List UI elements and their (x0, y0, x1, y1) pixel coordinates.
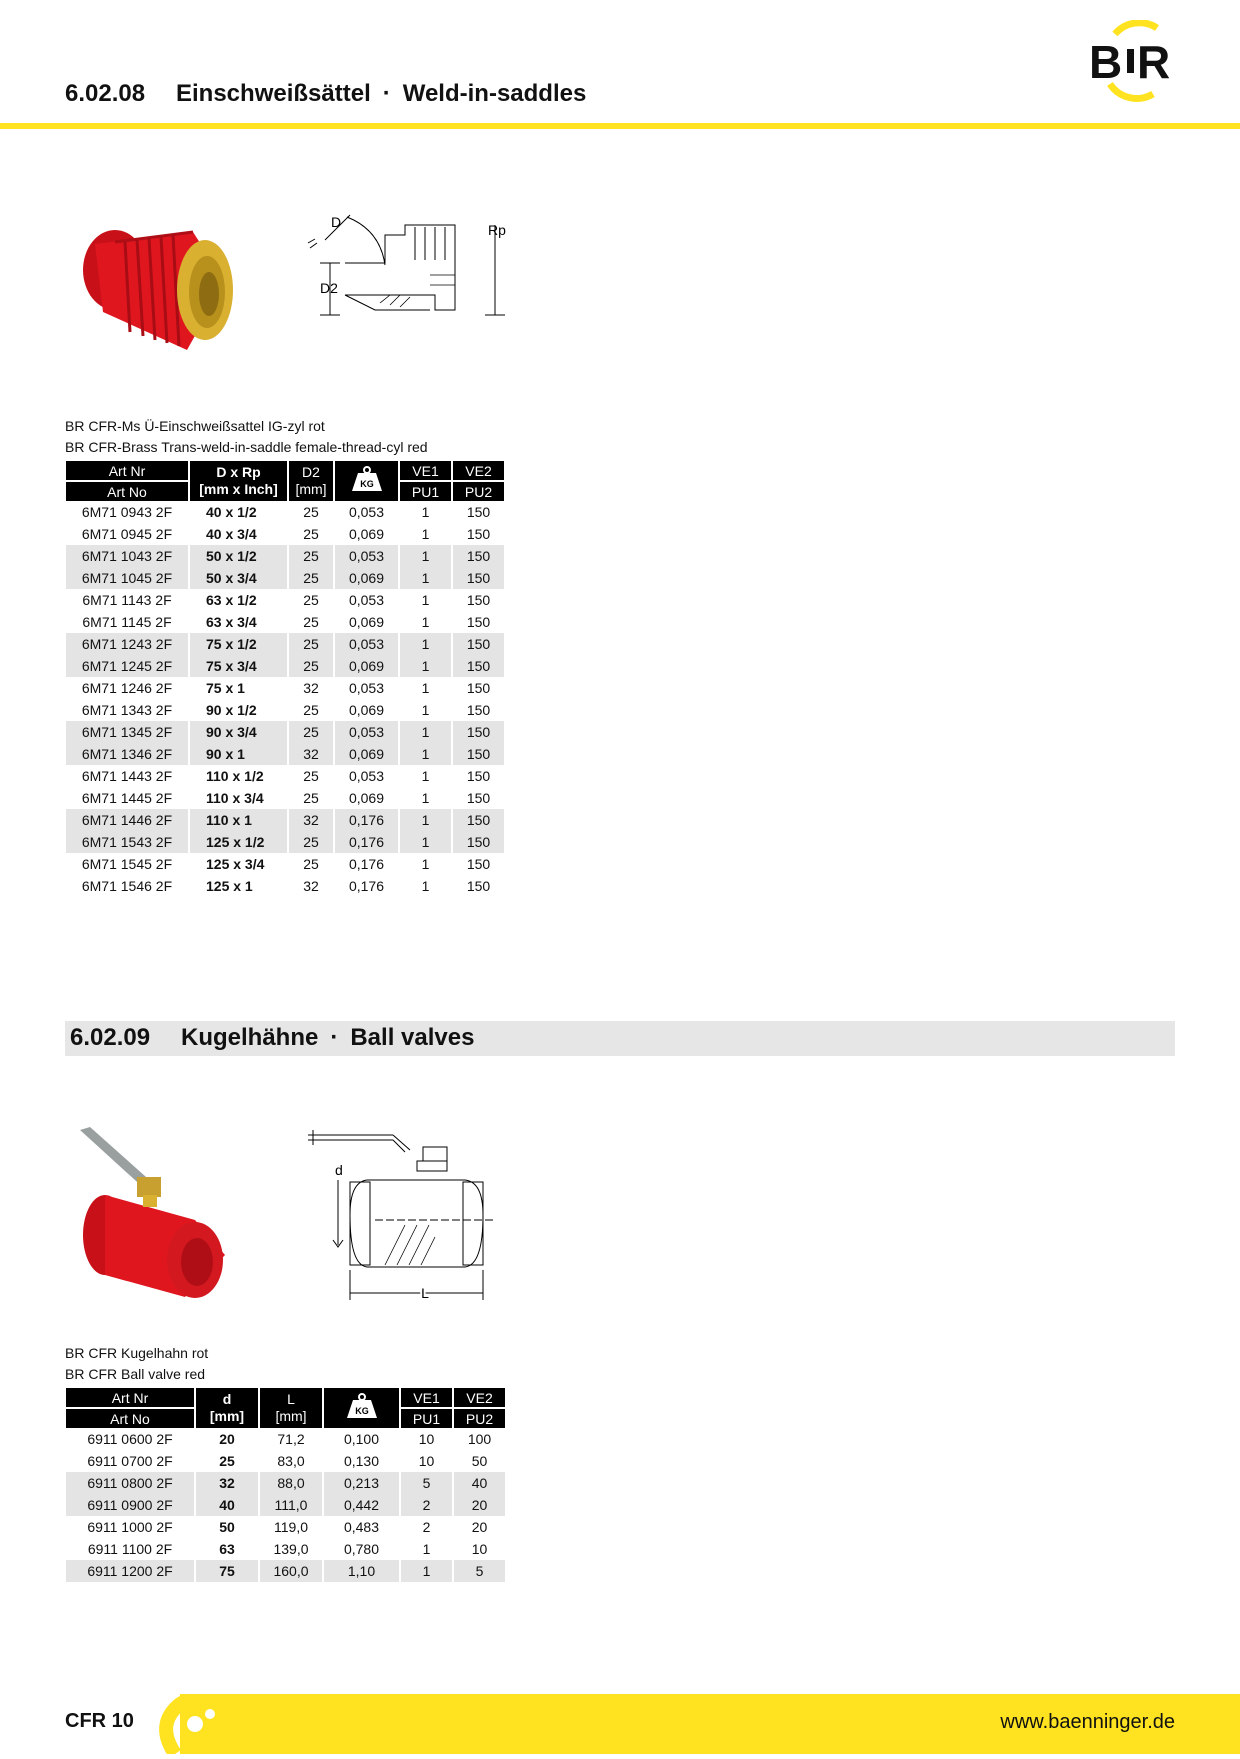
section-title-weld-in-saddles (65, 80, 586, 108)
svg-text:KG: KG (354, 1406, 369, 1416)
cell-ve2: 20 (454, 1494, 505, 1516)
cell-d2: 25 (289, 831, 333, 853)
cell-kg: 0,053 (335, 545, 398, 567)
cell-ve1: 1 (421, 856, 430, 872)
valve-caption (65, 1343, 208, 1385)
table-row (66, 809, 504, 831)
cell-art: 6M71 1346 2F (66, 743, 188, 765)
cell-art: 6M71 1443 2F (81, 768, 173, 784)
cell-ve2: 150 (466, 878, 491, 894)
cell-ve2: 150 (453, 655, 504, 677)
table-row (66, 853, 504, 875)
cell-dim: 75 x 1/2 (190, 633, 287, 655)
page-label: CFR 10 (65, 1710, 134, 1732)
col-art-nr: Art Nr (66, 461, 188, 482)
cell-kg: 0,053 (335, 633, 398, 655)
table-row (66, 1494, 505, 1516)
cell-ve1: 1 (421, 768, 430, 784)
cell-dim: 50 x 1/2 (190, 545, 287, 567)
valve-product-photo (75, 1125, 235, 1300)
table-row (66, 875, 504, 897)
cell-kg: 0,780 (343, 1541, 380, 1557)
cell-art: 6M71 1043 2F (66, 545, 188, 567)
cell-d: 63 (219, 1541, 235, 1557)
cell-dim: 40 x 3/4 (206, 526, 257, 542)
cell-art: 6911 0600 2F (87, 1431, 173, 1447)
table-row (66, 1538, 505, 1560)
title-en: Ball valves (350, 1024, 475, 1051)
company-logo (1085, 20, 1180, 105)
cell-kg: 0,069 (348, 790, 385, 806)
cell-d2: 25 (303, 526, 319, 542)
cell-kg: 0,100 (343, 1431, 380, 1447)
cell-art: 6M71 1543 2F (66, 831, 188, 853)
title-de: Kugelhähne (181, 1024, 319, 1051)
cell-ve2: 150 (453, 743, 504, 765)
cell-art: 6911 1100 2F (87, 1541, 173, 1557)
col-pu2: PU2 (453, 482, 504, 501)
cell-dim: 50 x 3/4 (190, 567, 287, 589)
cell-art: 6M71 0943 2F (81, 504, 173, 520)
saddle-technical-drawing (305, 205, 515, 335)
cell-dim: 63 x 1/2 (206, 592, 257, 608)
cell-dim: 125 x 1 (206, 878, 253, 894)
cell-d2: 32 (303, 878, 319, 894)
cell-dim: 90 x 1/2 (206, 702, 257, 718)
cell-d2: 32 (289, 809, 333, 831)
cell-ve1: 10 (418, 1453, 435, 1469)
table-row (66, 633, 504, 655)
cell-art: 6M71 1143 2F (82, 592, 172, 608)
cell-ve1: 10 (418, 1431, 435, 1447)
cell-ve1: 1 (422, 1541, 431, 1557)
cell-l: 119,0 (274, 1519, 308, 1535)
table-row (66, 545, 504, 567)
cell-kg: 0,069 (335, 567, 398, 589)
weight-kg-icon (335, 461, 398, 501)
cell-dim: 90 x 3/4 (190, 721, 287, 743)
cell-dim: 40 x 1/2 (206, 504, 257, 520)
cell-ve2: 5 (454, 1560, 505, 1582)
cell-kg: 0,053 (335, 721, 398, 743)
cell-kg: 0,213 (324, 1472, 399, 1494)
cell-d: 75 (196, 1560, 258, 1582)
cell-ve1: 1 (400, 743, 451, 765)
cell-ve2: 150 (466, 504, 491, 520)
col-dim: D x Rp [mm x Inch] (190, 461, 287, 501)
cell-d: 32 (196, 1472, 258, 1494)
cell-ve2: 150 (466, 680, 491, 696)
cell-ve2: 50 (471, 1453, 488, 1469)
caption-de: BR CFR-Ms Ü-Einschweißsattel IG-zyl rot (65, 418, 325, 434)
cell-d2: 25 (289, 633, 333, 655)
cell-ve1: 1 (400, 545, 451, 567)
cell-art: 6M71 1245 2F (66, 655, 188, 677)
cell-d2: 25 (303, 614, 319, 630)
cell-kg: 0,069 (348, 614, 385, 630)
drawing-label-l: L (421, 1285, 429, 1301)
table-row (66, 787, 504, 809)
cell-l: 111,0 (260, 1494, 322, 1516)
cell-art: 6M71 1243 2F (66, 633, 188, 655)
cell-kg: 0,442 (324, 1494, 399, 1516)
valve-technical-drawing (305, 1125, 505, 1305)
table-row (66, 1450, 505, 1472)
cell-ve1: 1 (400, 721, 451, 743)
cell-dim: 110 x 1/2 (206, 768, 264, 784)
cell-d: 40 (196, 1494, 258, 1516)
cell-d2: 25 (289, 567, 333, 589)
cell-ve1: 1 (400, 655, 451, 677)
cell-ve1: 1 (421, 526, 430, 542)
cell-ve2: 10 (471, 1541, 488, 1557)
cell-ve2: 150 (453, 809, 504, 831)
cell-kg: 0,483 (343, 1519, 380, 1535)
cell-dim: 75 x 3/4 (190, 655, 287, 677)
cell-kg: 0,176 (335, 809, 398, 831)
caption-de: BR CFR Kugelhahn rot (65, 1345, 209, 1361)
section-number: 6.02.09 (70, 1024, 151, 1051)
cell-kg: 0,069 (348, 526, 385, 542)
cell-art: 6M71 1343 2F (81, 702, 173, 718)
cell-d2: 25 (303, 702, 319, 718)
caption-en: BR CFR Ball valve red (65, 1366, 206, 1382)
cell-ve1: 1 (400, 809, 451, 831)
cell-dim: 125 x 3/4 (206, 856, 265, 872)
cell-l: 71,2 (277, 1431, 305, 1447)
cell-dim: 125 x 1/2 (190, 831, 287, 853)
weight-kg-icon (324, 1388, 399, 1428)
caption-en: BR CFR-Brass Trans-weld-in-saddle female-thread-cyl red (65, 439, 428, 455)
col-art-no: Art No (66, 482, 188, 501)
section-title-ball-valves (70, 1024, 474, 1052)
table-row (66, 1428, 505, 1450)
cell-ve1: 1 (421, 592, 430, 608)
table-row (66, 1560, 505, 1582)
cell-art: 6M71 1246 2F (81, 680, 173, 696)
title-separator: · (330, 1024, 339, 1051)
col-l: L [mm] (260, 1388, 322, 1428)
svg-text:R: R (1137, 36, 1171, 88)
cell-l: 88,0 (260, 1472, 322, 1494)
section-number: 6.02.08 (65, 80, 146, 107)
cell-ve2: 100 (467, 1431, 492, 1447)
table-row (66, 1472, 505, 1494)
saddle-product-photo (75, 212, 235, 352)
table-row (66, 831, 504, 853)
drawing-label-d: d (335, 1162, 343, 1178)
cell-art: 6911 0700 2F (87, 1453, 173, 1469)
table-row (66, 501, 504, 523)
table-row (66, 677, 504, 699)
cell-ve2: 150 (466, 768, 491, 784)
drawing-label-d2: D2 (320, 280, 338, 296)
table-row (66, 589, 504, 611)
title-separator: · (382, 80, 391, 107)
cell-art: 6911 1200 2F (66, 1560, 194, 1582)
col-ve1: VE1 (400, 461, 451, 482)
cell-ve2: 150 (466, 526, 491, 542)
table-row (66, 1516, 505, 1538)
cell-ve2: 40 (454, 1472, 505, 1494)
cell-art: 6911 0900 2F (66, 1494, 194, 1516)
cell-ve2: 150 (453, 567, 504, 589)
cell-d2: 25 (303, 592, 319, 608)
cell-dim: 63 x 3/4 (206, 614, 257, 630)
table-row (66, 655, 504, 677)
cell-d2: 32 (289, 743, 333, 765)
cell-ve1: 1 (421, 702, 430, 718)
cell-ve1: 1 (421, 790, 430, 806)
cell-ve1: 1 (401, 1560, 452, 1582)
cell-d: 25 (219, 1453, 235, 1469)
cell-l: 83,0 (277, 1453, 305, 1469)
cell-dim: 75 x 1 (206, 680, 245, 696)
cell-d2: 25 (303, 790, 319, 806)
cell-d: 50 (219, 1519, 235, 1535)
cell-kg: 0,069 (335, 743, 398, 765)
cell-art: 6M71 1345 2F (66, 721, 188, 743)
cell-ve2: 150 (466, 614, 491, 630)
cell-kg: 0,053 (348, 504, 385, 520)
cell-kg: 0,053 (348, 768, 385, 784)
cell-ve1: 1 (421, 614, 430, 630)
cell-ve1: 2 (422, 1519, 431, 1535)
table-row (66, 765, 504, 787)
cell-d2: 25 (289, 545, 333, 567)
cell-art: 6911 1000 2F (87, 1519, 173, 1535)
cell-ve1: 2 (401, 1494, 452, 1516)
website-link[interactable]: www.baenninger.de (1000, 1711, 1175, 1733)
svg-text:B: B (1089, 36, 1123, 88)
table-row (66, 721, 504, 743)
cell-kg: 0,176 (348, 878, 385, 894)
cell-d: 20 (219, 1431, 235, 1447)
col-pu1: PU1 (401, 1409, 452, 1428)
drawing-label-rp: Rp (488, 222, 506, 238)
cell-ve2: 150 (453, 633, 504, 655)
cell-ve2: 150 (453, 831, 504, 853)
cell-ve2: 20 (471, 1519, 488, 1535)
valve-table (64, 1388, 507, 1582)
cell-art: 6M71 0945 2F (81, 526, 173, 542)
svg-text:KG: KG (359, 479, 374, 489)
col-art-no: Art No (66, 1409, 194, 1428)
cell-ve2: 150 (466, 790, 491, 806)
cell-d2: 25 (303, 856, 319, 872)
saddle-table (64, 461, 506, 897)
cell-ve1: 1 (421, 680, 430, 696)
table-row (66, 743, 504, 765)
table-row (66, 567, 504, 589)
cell-art: 6M71 1145 2F (82, 614, 172, 630)
drawing-label-d: D (331, 214, 342, 230)
cell-art: 6M71 1546 2F (81, 878, 173, 894)
cell-kg: 0,053 (348, 680, 385, 696)
cell-ve2: 150 (453, 545, 504, 567)
cell-dim: 110 x 3/4 (206, 790, 264, 806)
cell-kg: 1,10 (324, 1560, 399, 1582)
cell-kg: 0,069 (335, 655, 398, 677)
cell-ve2: 150 (466, 592, 491, 608)
col-ve2: VE2 (454, 1388, 505, 1409)
cell-ve2: 150 (466, 702, 491, 718)
cell-kg: 0,176 (348, 856, 385, 872)
footer-swirl-icon (155, 1694, 230, 1754)
cell-ve1: 1 (421, 504, 430, 520)
cell-ve1: 1 (400, 831, 451, 853)
saddle-caption (65, 416, 428, 458)
cell-ve1: 5 (401, 1472, 452, 1494)
table-row (66, 523, 504, 545)
cell-l: 160,0 (260, 1560, 322, 1582)
cell-d2: 25 (303, 768, 319, 784)
cell-dim: 90 x 1 (190, 743, 287, 765)
col-d2: D2 [mm] (289, 461, 333, 501)
cell-d2: 25 (289, 655, 333, 677)
cell-art: 6M71 1445 2F (81, 790, 173, 806)
cell-d2: 25 (289, 721, 333, 743)
cell-l: 139,0 (273, 1541, 309, 1557)
cell-art: 6911 0800 2F (66, 1472, 194, 1494)
cell-ve1: 1 (400, 633, 451, 655)
cell-art: 6M71 1446 2F (66, 809, 188, 831)
cell-kg: 0,130 (343, 1453, 380, 1469)
cell-ve1: 1 (421, 878, 430, 894)
cell-kg: 0,176 (335, 831, 398, 853)
table-row (66, 699, 504, 721)
cell-ve2: 150 (453, 721, 504, 743)
col-pu2: PU2 (454, 1409, 505, 1428)
cell-art: 6M71 1545 2F (81, 856, 173, 872)
table-row (66, 611, 504, 633)
cell-ve1: 1 (400, 567, 451, 589)
cell-kg: 0,053 (348, 592, 385, 608)
title-en: Weld-in-saddles (402, 80, 587, 107)
header-rule (0, 123, 1240, 129)
cell-dim: 110 x 1 (190, 809, 287, 831)
cell-d2: 32 (303, 680, 319, 696)
title-de: Einschweißsättel (176, 80, 371, 107)
col-ve2: VE2 (453, 461, 504, 482)
col-pu1: PU1 (400, 482, 451, 501)
col-ve1: VE1 (401, 1388, 452, 1409)
cell-art: 6M71 1045 2F (66, 567, 188, 589)
col-d: d [mm] (196, 1388, 258, 1428)
cell-ve2: 150 (466, 856, 491, 872)
cell-d2: 25 (303, 504, 319, 520)
cell-kg: 0,069 (348, 702, 385, 718)
col-art-nr: Art Nr (66, 1388, 194, 1409)
